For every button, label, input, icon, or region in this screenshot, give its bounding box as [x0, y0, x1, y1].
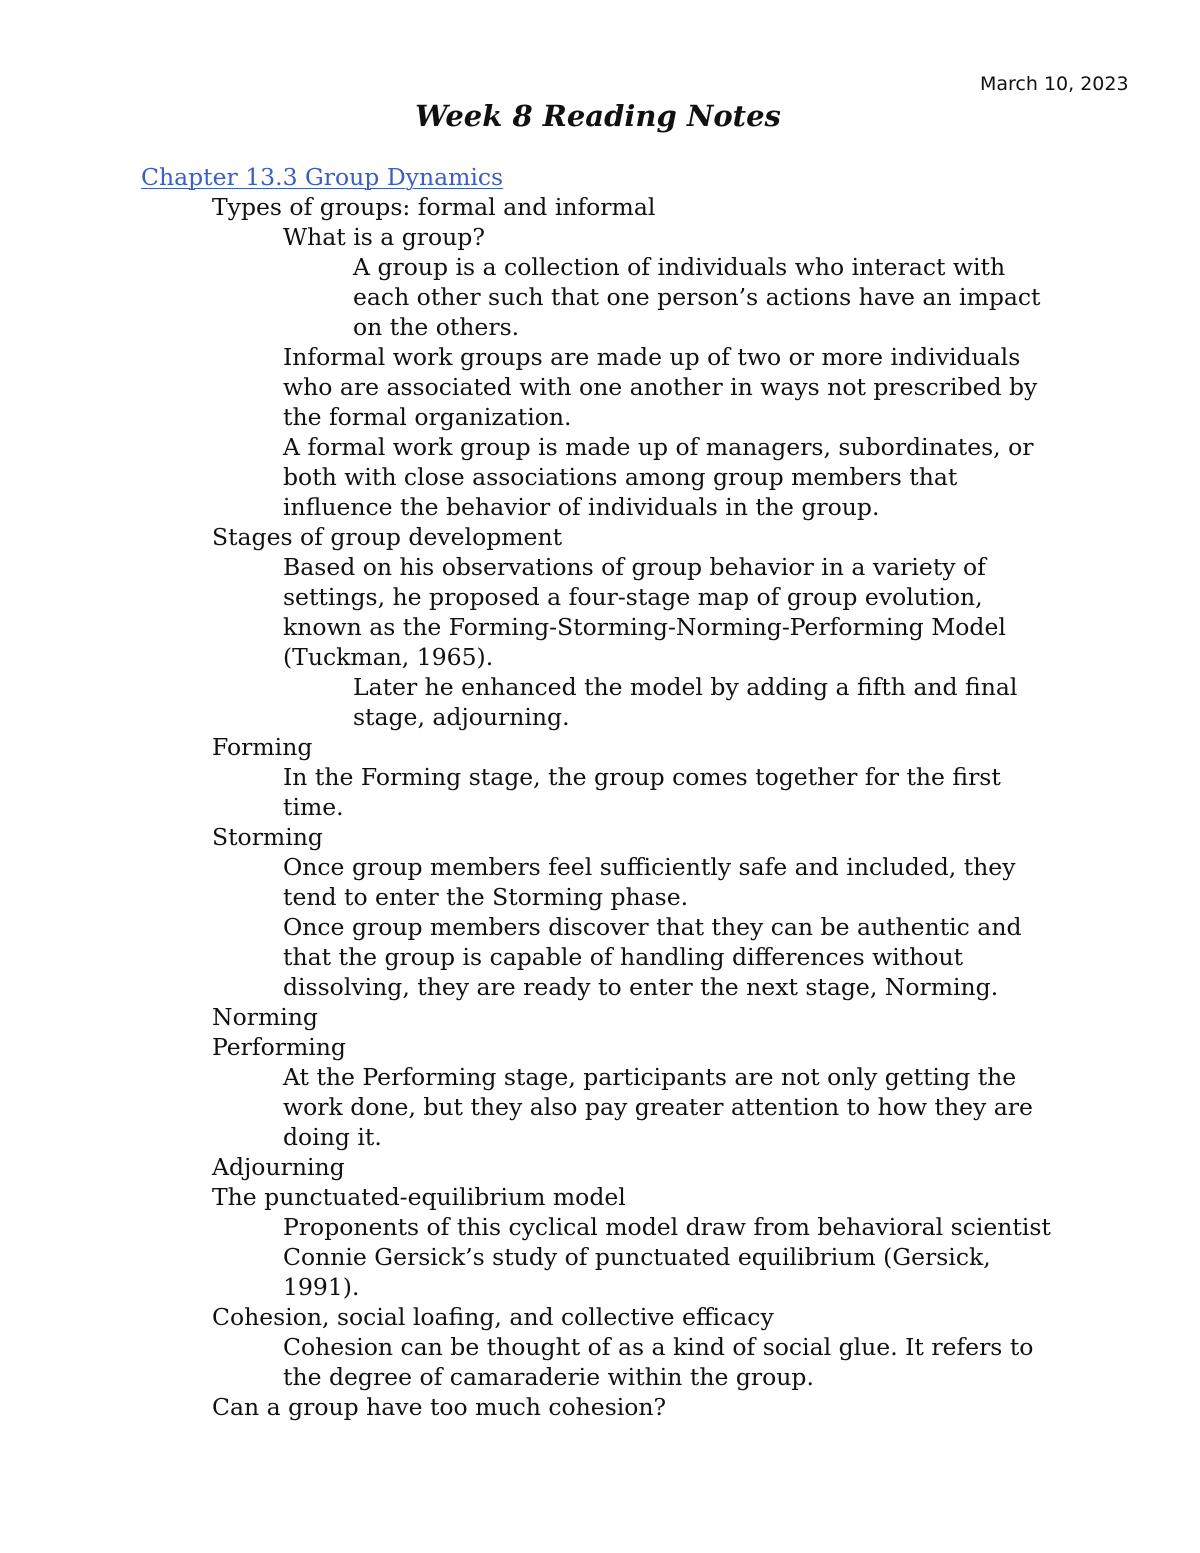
- outline-item-storming-desc-b: Once group members discover that they can be authentic and that the group is capable of handling differences without dissolving, they are ready to enter the next stage, Norming.: [283, 913, 1022, 1001]
- outline-item-tuckman: Based on his observations of group behavior in a variety of settings, he proposed a four-stage map of group evolution, known as the Forming-Storming-Norming-Performing Model (Tuckman, 1965).: [283, 553, 1006, 671]
- outline-item-forming: Forming: [212, 733, 313, 761]
- outline-item-norming: Norming: [212, 1003, 318, 1031]
- document-title: Week 8 Reading Notes: [415, 99, 781, 133]
- outline-item-formal-groups: A formal work group is made up of managers, subordinates, or both with close associations among group members that influence the behavior of individuals in the group.: [283, 433, 1034, 521]
- outline-item-what-is-group: What is a group?: [283, 223, 485, 251]
- outline-item-informal-groups: Informal work groups are made up of two or more individuals who are associated with one another in ways not prescribed by the formal organization.: [283, 343, 1038, 431]
- outline-item-types: Types of groups: formal and informal: [212, 193, 656, 221]
- outline-item-punctuated-desc: Proponents of this cyclical model draw from behavioral scientist Connie Gersick’s study of punctuated equilibrium (Gersick, 1991).: [283, 1213, 1051, 1301]
- chapter-link[interactable]: Chapter 13.3 Group Dynamics: [141, 163, 504, 191]
- document-date: March 10, 2023: [980, 73, 1129, 95]
- outline-item-forming-desc: In the Forming stage, the group comes together for the first time.: [283, 763, 1001, 821]
- notes-outline: [0, 162, 1200, 1422]
- outline-item-cohesion-desc: Cohesion can be thought of as a kind of social glue. It refers to the degree of camaraderie within the group.: [283, 1333, 1034, 1391]
- outline-item-fifth-stage: Later he enhanced the model by adding a fifth and final stage, adjourning.: [353, 673, 1018, 731]
- outline-item-performing: Performing: [212, 1033, 346, 1061]
- outline-item-punctuated: The punctuated-equilibrium model: [212, 1183, 626, 1211]
- outline-item-performing-desc: At the Performing stage, participants are not only getting the work done, but they also pay greater attention to how they are doing it.: [283, 1063, 1033, 1151]
- outline-item-stages: Stages of group development: [212, 523, 563, 551]
- outline-item-group-definition: A group is a collection of individuals who interact with each other such that one person’s actions have an impact on the others.: [353, 253, 1041, 341]
- outline-item-storming-desc-a: Once group members feel sufficiently safe and included, they tend to enter the Storming phase.: [283, 853, 1016, 911]
- outline-item-too-much-cohesion: Can a group have too much cohesion?: [212, 1393, 667, 1421]
- outline-item-adjourning: Adjourning: [212, 1153, 345, 1181]
- outline-item-chapter: [0, 162, 1200, 192]
- outline-item-storming: Storming: [212, 823, 323, 851]
- outline-item-cohesion: Cohesion, social loafing, and collective efficacy: [212, 1303, 774, 1331]
